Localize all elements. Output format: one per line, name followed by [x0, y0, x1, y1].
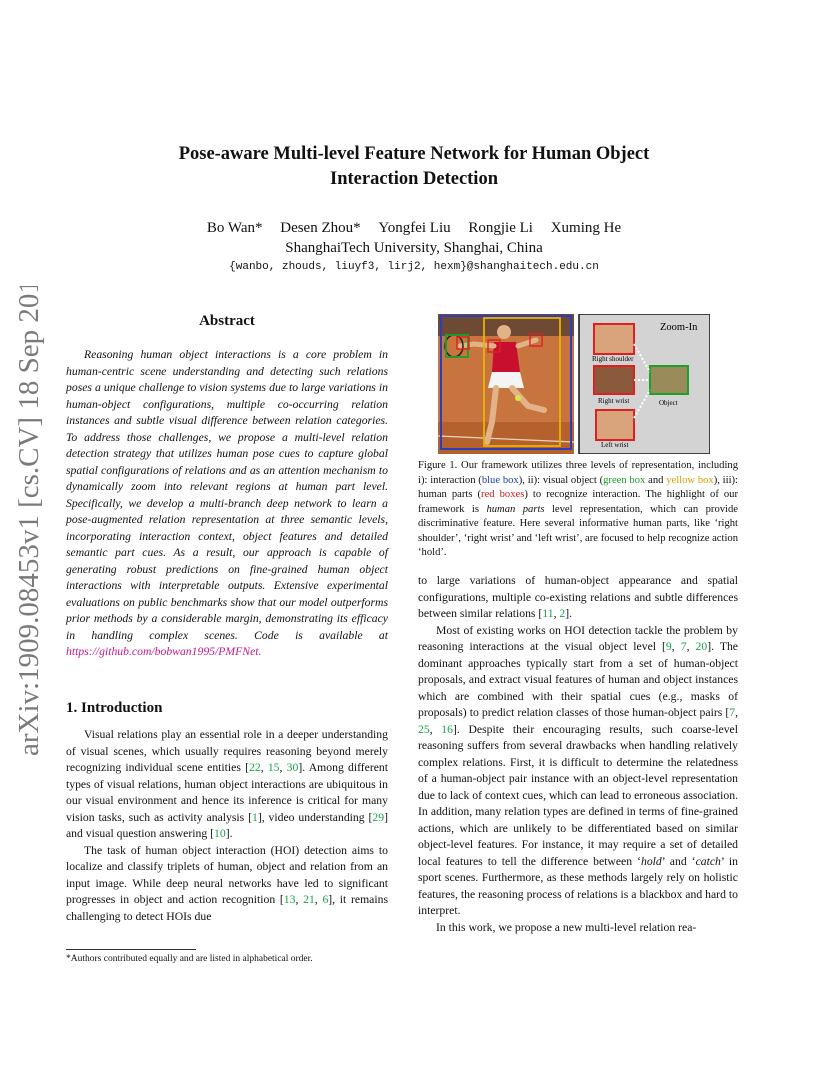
abstract-text: Reasoning human object interactions is a core problem in human-centric scene understanding and detecting such relations poses a unique challenge to vision systems due to large variations in human-object configurations, multiple co-occurring relation instances and subtle visual difference between relation categories. To address those challenges, we propose a multi-level relation detection strategy that utilizes human pose cues to capture global spatial configurations of relations and as an attention mechanism to dynamically zoom into relevant regions at human part level. Specifically, we develop a multi-branch deep network to learn a pose-augmented relation representation at three semantic levels, incorporating interaction context, object features and detailed semantic part cues. As a result, our approach is capable of generating robust predictions on fine-grained human object interactions with interpretable outputs. Extensive experimental evaluations on public benchmarks show that our model outperforms prior methods by a considerable margin, demonstrating its efficacy in handling complex scenes. Code is available at: [66, 348, 388, 642]
author: Bo Wan*: [206, 220, 263, 236]
code-link[interactable]: https://github.com/bobwan1995/PMFNet.: [66, 645, 262, 658]
figure-1: [438, 314, 710, 454]
figure-1-image: [438, 314, 710, 454]
label-object: Object: [659, 399, 678, 407]
arxiv-stamp: [0, 286, 54, 756]
footnote: *Authors contributed equally and are listed in alphabetical order.: [66, 954, 313, 964]
abstract-heading: Abstract: [199, 313, 255, 329]
crop-object: [650, 366, 688, 394]
tennis-ball: [515, 395, 521, 401]
right-column-body: [418, 573, 738, 936]
crop-right-wrist: [594, 366, 634, 394]
author-emails: {wanbo, zhouds, liuyf3, lirj2, hexm}@shanghaitech.edu.cn: [229, 261, 599, 273]
citation[interactable]: 6: [322, 893, 329, 906]
player-head: [497, 325, 511, 339]
footnote-rule: [66, 949, 196, 950]
intro-body: [66, 727, 388, 925]
title-line-1: Pose-aware Multi-level Feature Network for Human Object: [178, 144, 650, 164]
author: Yongfei Liu: [378, 220, 451, 236]
abstract-body: [66, 347, 388, 661]
citation[interactable]: 16: [441, 722, 453, 736]
label-left-wrist: Left wrist: [601, 441, 629, 449]
intro-paragraph-2: The task of human object interaction (HOI) detection aims to localize and classify triplets of human, object and relation from an input image. While deep neural networks have led to significant progresses in object and action recognition [13, 21, 6], it remains challenging to detect HOIs due: [66, 843, 389, 923]
crop-right-shoulder: [594, 324, 634, 354]
author: Rongjie Li: [468, 220, 533, 236]
citation[interactable]: 7: [680, 640, 687, 653]
paper-title: [120, 142, 708, 192]
arxiv-stamp-text: arXiv:1909.08453v1 [cs.CV] 18 Sep 2019: [13, 286, 45, 756]
right-paragraph-2: Most of existing works on HOI detection tackle the problem by reasoning interactions at the visual object level [9, 7, 20]. The dominant approaches typically start from a set of human-object proposals, and extract visual features of human and object instances which are combined with their spatial cues (e.g., masks of proposals) to predict relation classes of those human-object pairs [7, 25, 16]. Despite their encouraging results, such coarse-level reasoning suffers from several drawbacks when handling relatively complex relations. First, it is difficult to determine the relatedness of a human-object pair instance with an object-level representation due to lack of context cues, which can lead to erroneous association. In addition, many relation types are defined in terms of fine-grained actions, which are unlikely to be differentiated based on similar object-level features. For instance, it may require a set of detailed local features to tell the difference between ‘hold’ and ‘catch’ in sport scenes. Furthermore, as these methods largely rely on holistic features, the reasoning process of relations is a blackbox and hard to interpret.: [418, 623, 738, 917]
player-skirt: [488, 372, 524, 388]
label-right-shoulder: Right shoulder: [592, 355, 634, 363]
label-right-wrist: Right wrist: [598, 397, 630, 405]
citation[interactable]: 20: [695, 640, 708, 653]
citation[interactable]: 9: [665, 640, 672, 653]
right-paragraph-3: In this work, we propose a new multi-level relation rea-: [436, 920, 697, 934]
intro-paragraph-1: Visual relations play an essential role in a deeper understanding of visual scenes, which usually requires reasoning beyond merely recognizing individual scene entities [22, 15, 30]. Among different types of visual relations, human object interactions are ubiquitous in our visual environment and hence its inference is critical for many vision tasks, such as activity analysis [1], video understanding [29] and visual question answering [10].: [66, 728, 389, 840]
zoom-in-label: Zoom-In: [660, 322, 698, 333]
citation[interactable]: 22: [249, 761, 261, 774]
citation[interactable]: 21: [303, 893, 315, 906]
citation[interactable]: 29: [372, 810, 385, 824]
author: Xuming He: [550, 220, 622, 236]
citation[interactable]: 7: [729, 706, 736, 719]
citation[interactable]: 1: [251, 810, 258, 824]
affiliation: ShanghaiTech University, Shanghai, China: [285, 240, 543, 256]
citation[interactable]: 15: [267, 761, 280, 774]
title-line-2: Interaction Detection: [330, 169, 498, 189]
citation[interactable]: 13: [283, 893, 296, 906]
author: Desen Zhou*: [280, 220, 361, 236]
author-list: [120, 218, 708, 239]
citation[interactable]: 10: [214, 827, 226, 840]
citation[interactable]: 2: [559, 607, 566, 620]
crop-left-wrist: [596, 410, 634, 440]
arxiv-stamp-svg: [0, 286, 54, 756]
intro-heading: 1. Introduction: [66, 700, 163, 716]
right-paragraph-1: to large variations of human-object appearance and spatial configurations, multiple co-existing relations and subtle differences between similar relations [11, 2].: [418, 574, 738, 620]
citation[interactable]: 25: [418, 722, 430, 736]
figure-1-caption: Figure 1. Our framework utilizes three levels of representation, including i): interaction (blue box), ii): visual object (green box and yellow box), iii): human parts (red boxes) to recognize interaction. The highlight of our framework is human parts level representation, which can provide discriminative feature. Here several informative human parts, like ‘right shoulder’, ‘right wrist’ and ‘left wrist’, are focused to help recognize action ‘hold’.: [418, 460, 739, 558]
citation[interactable]: 11: [542, 607, 554, 620]
citation[interactable]: 30: [286, 761, 299, 774]
